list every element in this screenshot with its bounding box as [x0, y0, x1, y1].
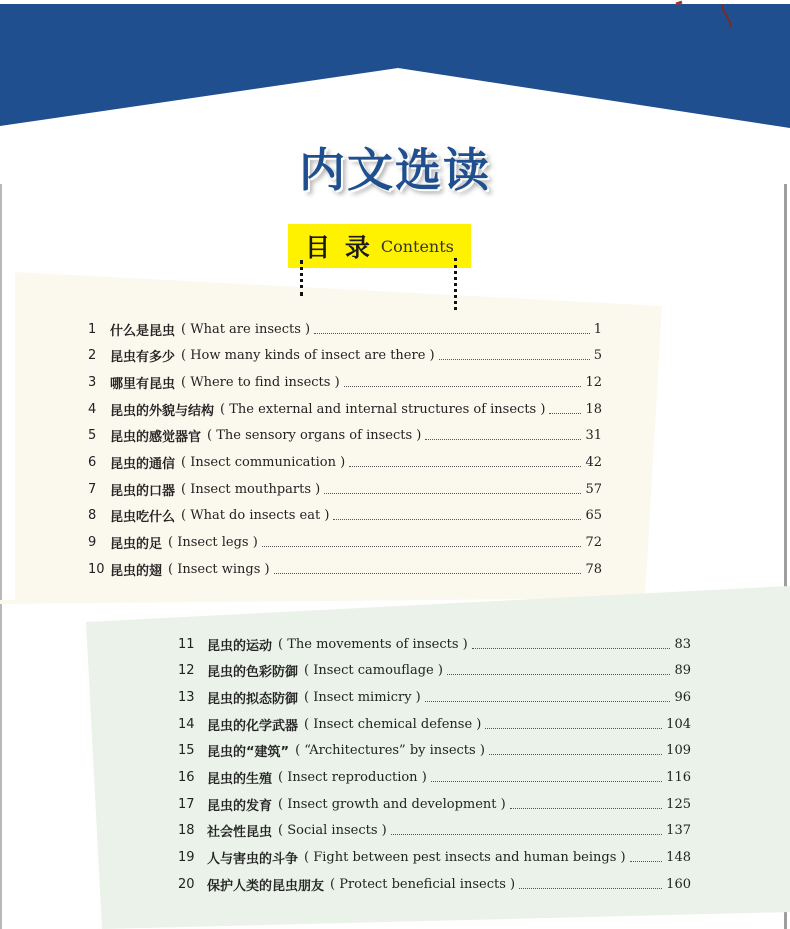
toc-entry-page-number: 72: [585, 535, 602, 551]
toc-entry-title-en: ( Insect camouflage ): [304, 663, 443, 679]
toc-entry-title-zh: 昆虫的色彩防御: [207, 665, 299, 681]
toc-dot-leader: [431, 773, 662, 782]
toc-entry: [88, 399, 602, 419]
toc-entry-title-en: ( Insect mimicry ): [304, 689, 421, 705]
toc-entry-title-zh: 昆虫的生殖: [207, 772, 273, 787]
toc-dot-leader: [391, 826, 662, 835]
toc-dot-leader: [549, 405, 581, 414]
toc-entry-title-en: ( What are insects ): [181, 321, 311, 337]
toc-entry-title-en: ( Insect chemical defense ): [304, 716, 482, 732]
toc-entry: [88, 453, 602, 473]
binding-dots-right: [454, 258, 457, 310]
toc-entry-page-number: 57: [585, 481, 602, 497]
toc-entry-number: 9: [88, 535, 97, 551]
toc-dot-leader: [314, 325, 590, 334]
toc-entry: [178, 714, 691, 734]
toc-entry: [88, 533, 602, 553]
toc-entry-title-en: ( What do insects eat ): [181, 508, 330, 524]
toc-dot-leader: [439, 351, 590, 360]
toc-entry-page-number: 160: [666, 876, 691, 892]
toc-entry-title-zh: 人与害虫的斗争: [207, 852, 299, 868]
toc-dot-leader: [324, 485, 581, 494]
toc-entry-page-number: 65: [585, 508, 602, 524]
toc-entry-title-en: ( Insect wings ): [168, 561, 270, 577]
toc-entry: [88, 559, 602, 579]
toc-entry-title-en: ( Insect legs ): [168, 535, 258, 551]
toc-dot-leader: [349, 458, 581, 467]
toc-entry-title-en: ( “Architectures” by insects ): [295, 743, 485, 759]
contents-heading-zh: 目 录: [305, 233, 373, 262]
toc-entry-number: 18: [178, 823, 195, 839]
toc-dot-leader: [344, 378, 582, 387]
toc-dot-leader: [274, 565, 582, 574]
toc-entry-page-number: 109: [666, 743, 691, 759]
toc-dot-leader: [425, 693, 671, 702]
toc-entry-page-number: 12: [585, 374, 602, 390]
toc-dot-leader: [333, 511, 581, 520]
toc-entry-number: 3: [88, 374, 97, 390]
toc-entry-page-number: 18: [585, 401, 602, 417]
toc-entry-page-number: 125: [666, 796, 691, 812]
toc-entry-number: 10: [88, 561, 105, 577]
toc-entry: [178, 874, 691, 894]
toc-entry-title-zh: 昆虫的化学武器: [207, 718, 299, 734]
toc-entry-page-number: 148: [666, 850, 691, 866]
toc-entry-title-en: ( Where to find insects ): [181, 374, 340, 390]
toc-entry-number: 13: [178, 689, 195, 705]
toc-dot-leader: [510, 800, 662, 809]
toc-entry-number: 4: [88, 401, 97, 417]
toc-entry-number: 1: [88, 321, 97, 337]
toc-entry: [88, 372, 602, 392]
toc-entry-page-number: 137: [666, 823, 691, 839]
toc-entry-title-en: ( Insect growth and development ): [278, 796, 506, 812]
toc-dot-leader: [489, 746, 662, 755]
toc-entry: [178, 687, 691, 707]
toc-entry: [88, 346, 602, 366]
toc-entry-title-en: ( The external and internal structures of insects ): [220, 401, 546, 417]
contents-heading-en: Contents: [380, 236, 454, 256]
toc-entry-number: 15: [178, 743, 195, 759]
toc-entry-page-number: 89: [674, 663, 691, 679]
toc-entry: [178, 741, 691, 761]
toc-dot-leader: [472, 640, 671, 649]
toc-entry-page-number: 31: [585, 428, 602, 444]
toc-entry-page-number: 78: [585, 561, 602, 577]
toc-entry-number: 2: [88, 348, 97, 364]
toc-entry-number: 11: [178, 636, 195, 652]
toc-entry-title-zh: 昆虫的口器: [110, 483, 176, 499]
toc-entry-title-zh: 昆虫的足: [110, 537, 163, 553]
toc-entry-number: 7: [88, 481, 97, 497]
toc-entry-page-number: 83: [674, 636, 691, 652]
toc-entry-title-zh: 昆虫的“建筑”: [207, 745, 290, 761]
toc-entry-number: 19: [178, 850, 195, 866]
toc-entry-title-zh: 保护人类的昆虫朋友: [207, 878, 325, 894]
toc-entry-number: 14: [178, 716, 195, 732]
toc-dot-leader: [485, 720, 662, 729]
toc-dot-leader: [262, 538, 582, 547]
toc-dot-leader: [630, 853, 663, 862]
toc-entry-title-en: ( The sensory organs of insects ): [207, 428, 422, 444]
toc-entry-title-en: ( Insect reproduction ): [278, 770, 427, 785]
toc-entry-page-number: 96: [674, 689, 691, 705]
toc-entry-title-en: ( Fight between pest insects and human beings ): [304, 850, 626, 866]
toc-entry-title-zh: 昆虫有多少: [110, 350, 176, 366]
toc-entry: [88, 506, 602, 526]
toc-entry-title-en: ( Insect communication ): [181, 455, 346, 470]
toc-entry-title-zh: 昆虫的发育: [207, 798, 273, 814]
toc-entry-number: 20: [178, 876, 195, 892]
toc-entry-page-number: 1: [593, 321, 602, 337]
toc-entry-title-en: ( Protect beneficial insects ): [330, 876, 516, 892]
toc-entry: [178, 848, 691, 868]
toc-entry: [178, 661, 691, 681]
contents-heading: [288, 224, 471, 268]
toc-entry-number: 8: [88, 508, 97, 524]
toc-entry-title-zh: 社会性昆虫: [207, 825, 273, 841]
toc-entry-title-zh: 哪里有昆虫: [110, 376, 176, 392]
toc-entry: [178, 821, 691, 841]
toc-entry: [178, 634, 691, 654]
toc-entry-number: 5: [88, 428, 97, 444]
toc-entry-page-number: 42: [585, 455, 602, 470]
toc-dot-leader: [519, 880, 662, 889]
toc-entry-title-zh: 什么是昆虫: [110, 323, 176, 339]
toc-entry: [178, 768, 691, 788]
toc-entry-title-zh: 昆虫的翅: [110, 563, 163, 579]
toc-dot-leader: [447, 666, 671, 675]
toc-entry-number: 6: [88, 455, 97, 470]
toc-entry-page-number: 5: [593, 348, 602, 364]
toc-entry-title-en: ( Insect mouthparts ): [181, 481, 321, 497]
toc-entry-title-zh: 昆虫的拟态防御: [207, 691, 299, 707]
toc-entry-number: 16: [178, 770, 195, 785]
toc-entry-title-zh: 昆虫的运动: [207, 638, 273, 654]
toc-entry-page-number: 104: [666, 716, 691, 732]
toc-entry-title-en: ( The movements of insects ): [278, 636, 468, 652]
toc-entry-title-zh: 昆虫的通信: [110, 457, 176, 472]
toc-entry-number: 17: [178, 796, 195, 812]
toc-entry-number: 12: [178, 663, 195, 679]
toc-entry: [88, 319, 602, 339]
toc-dot-leader: [425, 431, 581, 440]
toc-entry: [88, 426, 602, 446]
toc-entry-title-zh: 昆虫的外貌与结构: [110, 403, 215, 419]
toc-entry: [88, 479, 602, 499]
page-title: 内文选读: [299, 143, 491, 197]
toc-entry-title-en: ( Social insects ): [278, 823, 387, 839]
toc-entry-title-zh: 昆虫吃什么: [110, 510, 176, 526]
toc-entry: [178, 794, 691, 814]
toc-entry-title-en: ( How many kinds of insect are there ): [181, 348, 435, 364]
toc-entry-page-number: 116: [666, 770, 691, 785]
binding-dots-left: [300, 260, 303, 296]
toc-entry-title-zh: 昆虫的感觉器官: [110, 430, 202, 446]
